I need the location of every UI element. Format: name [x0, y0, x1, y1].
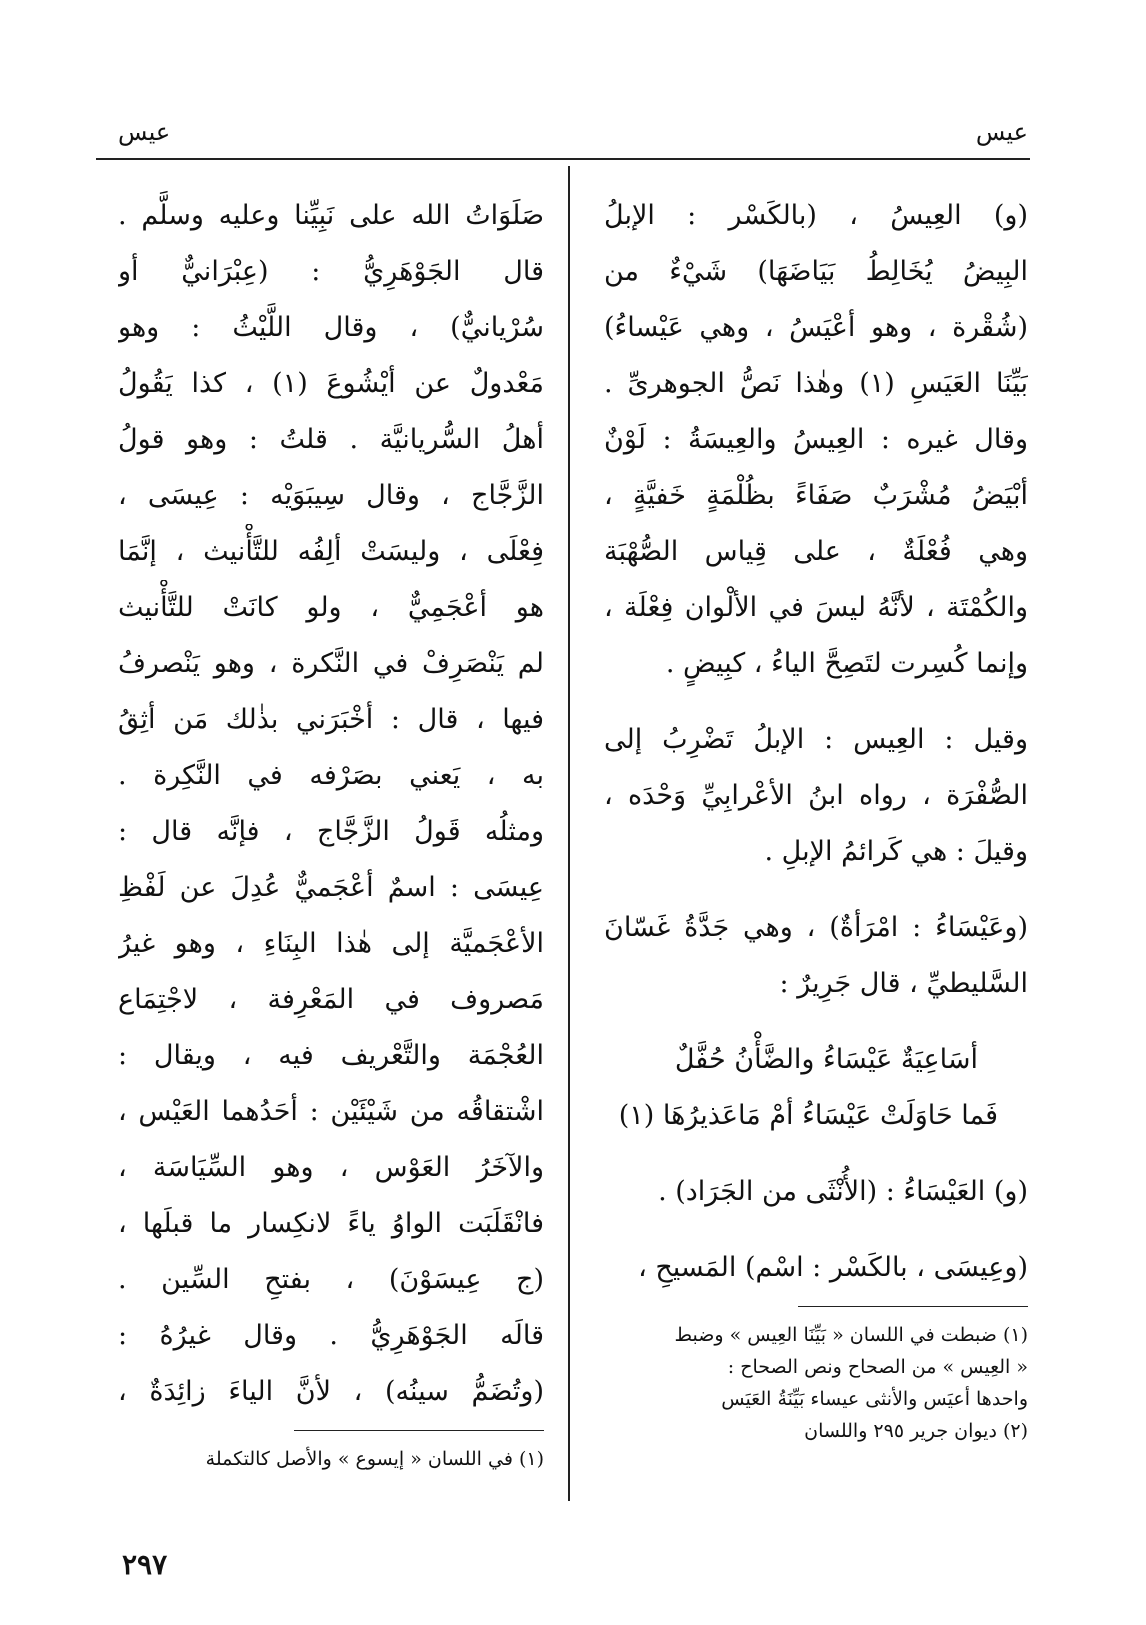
text-line: الصُّفْرَة ، رواه ابنُ الأعْرابِيِّ وَحْدَه ، — [604, 780, 1028, 811]
text-line: الزَّجَّاج ، وقال سِيبَوَيْه : عِيسَى ، — [118, 480, 544, 511]
poem-verse — [604, 1032, 1028, 1144]
text-line: قال الجَوْهَرِيُّ : (عِبْرَانيٌّ أو — [118, 256, 544, 287]
text-line: فيها ، قال : أخْبَرَني بذٰلك مَن أثِقُ — [118, 704, 544, 735]
poem-hemistich-2: فَما حَاوَلَتْ عَيْسَاءُ أمْ مَاعَذيرُهَا (١) — [618, 1100, 998, 1131]
text-line: سُرْيانيٌّ) ، وقال اللَّيْثُ : وهو — [118, 312, 544, 343]
text-line: وقال غيره : العِيسُ والعِيسَةُ : لَوْنٌ — [604, 424, 1028, 455]
text-line: (وتُضَمُّ سينُه) ، لأنَّ الياءَ زائِدَةٌ ، — [118, 1376, 544, 1407]
text-line: وإنما كُسِرت لتَصِحَّ الياءُ ، كبِيضٍ . — [665, 648, 1028, 679]
poem-hemistich-1: أسَاعِيَةٌ عَيْسَاءُ والضَّأْنُ حُفَّلٌ — [674, 1044, 978, 1075]
text-line: (شُقْرة ، وهو أعْيَسُ ، وهي عَيْساءُ) — [604, 312, 1028, 343]
text-line: وهي فُعْلَةٌ ، على قِياس الصُّهْبَة — [604, 536, 1028, 567]
footnotes — [604, 1319, 1028, 1447]
text-line: والكُمْتَة ، لأنَّهُ ليسَ في الألْوان فِعْلَة ، — [604, 592, 1028, 623]
header-right-word: عيس — [975, 118, 1028, 146]
text-line: وقيل : العِيس : الإبلُ تَضْرِبُ إلى — [604, 724, 1028, 755]
text-line: البِيضُ يُخَالِطُ بَيَاضَهَا) شَيْءٌ من — [604, 256, 1028, 287]
text-line: أبْيَضُ مُشْرَبٌ صَفَاءً بظُلْمَةٍ خَفيَّةٍ ، — [604, 480, 1028, 511]
text-line: (و) العَيْسَاءُ : (الأُنْثَى من الجَرَاد) . — [658, 1176, 1028, 1207]
text-line: مَعْدولٌ عن أيْشُوعَ (١) ، كذا يَقُولُ — [118, 368, 544, 399]
text-line: اشْتقاقُه من شَيْئَيْن : أحَدُهما العَيْس ، — [118, 1096, 544, 1127]
text-line: وقيلَ : هي كَرائمُ الإبلِ . — [764, 836, 1028, 867]
footnote-line: (١) في اللسان « إيسوع » والأصل كالتكملة — [205, 1448, 544, 1470]
column-divider — [568, 166, 570, 1501]
text-line: فانْقَلَبَت الواوُ ياءً لانكِسار ما قبلَها ، — [118, 1208, 544, 1239]
text-line: والآخَرُ العَوْس ، وهو السِّيَاسَة ، — [118, 1152, 544, 1183]
footnote-rule — [294, 1430, 544, 1431]
text-line: (وعِيسَى ، بالكَسْر : اسْم) المَسيحِ ، — [638, 1252, 1028, 1283]
header-left-word: عيس — [118, 118, 171, 146]
header-rule — [96, 158, 1030, 160]
text-line: بَيِّنَا العَيَسِ (١) وهٰذا نَصُّ الجوهرىِّ . — [604, 368, 1028, 399]
entry-block-2 — [604, 712, 1028, 880]
left-column — [118, 188, 544, 1475]
text-line: عِيسَى : اسمٌ أعْجَميٌّ عُدِلَ عن لَفْظِ — [118, 872, 544, 903]
footnote-line: (٢) ديوان جرير ٢٩٥ واللسان — [804, 1420, 1028, 1442]
entry-block-1 — [604, 188, 1028, 692]
text-line: الأعْجَميَّة إلى هٰذا البِنَاءِ ، وهو غيرُ — [118, 928, 544, 959]
entry-block-3 — [604, 900, 1028, 1012]
page-header — [118, 118, 1028, 158]
text-line: هو أعْجَمِيٌّ ، ولو كانَتْ للتَّأْنيث — [118, 592, 544, 623]
text-line: (ج عِيسَوْنَ) ، بفتحِ السِّين . — [118, 1264, 544, 1295]
text-line: السَّليطيِّ ، قال جَرِيرٌ : — [779, 968, 1028, 999]
footnote-line: « العِيس » من الصحاح ونص الصحاح : — [727, 1356, 1028, 1378]
text-line: صَلَوَاتُ الله على نَبِيِّنا وعليه وسلَّم . — [118, 200, 544, 231]
text-line: (و) العِيسُ ، (بالكَسْر : الإبلُ — [604, 200, 1028, 231]
entry-block-4 — [604, 1164, 1028, 1220]
text-line: فِعْلَى ، وليسَتْ ألِفُه للتَّأْنيث ، إنَّمَا — [118, 536, 544, 567]
text-line: ومثلُه قَولُ الزَّجَّاج ، فإنَّه قال : — [118, 816, 544, 847]
text-line: به ، يَعني بصَرْفه في النَّكِرة . — [118, 760, 544, 791]
entry-block-5 — [604, 1240, 1028, 1296]
text-line: أهلُ السُّريانيَّة . قلتُ : وهو قولُ — [118, 424, 544, 455]
text-line: لم يَنْصَرِفْ في النَّكرة ، وهو يَنْصرفُ — [118, 648, 544, 679]
page-number: ٢٩٧ — [122, 1548, 168, 1581]
text-line: (وعَيْسَاءُ : امْرَأةٌ) ، وهي جَدَّةُ غَسّانَ — [604, 912, 1028, 943]
text-line: قالَه الجَوْهَرِيُّ . وقال غيرُهُ : — [118, 1320, 544, 1351]
footnote-line: واحدها أعيَس والأنثى عيساء بَيِّنَةُ العَيَس — [721, 1388, 1028, 1410]
right-column — [604, 188, 1028, 1447]
footnote-rule — [798, 1306, 1028, 1307]
text-line: مَصروف في المَعْرِفة ، لاجْتِمَاع — [118, 984, 544, 1015]
text-line: العُجْمَة والتَّعْريف فيه ، ويقال : — [118, 1040, 544, 1071]
footnote-line: (١) ضبطت في اللسان « بَيِّنَا العِيس » وضبط — [674, 1324, 1028, 1346]
